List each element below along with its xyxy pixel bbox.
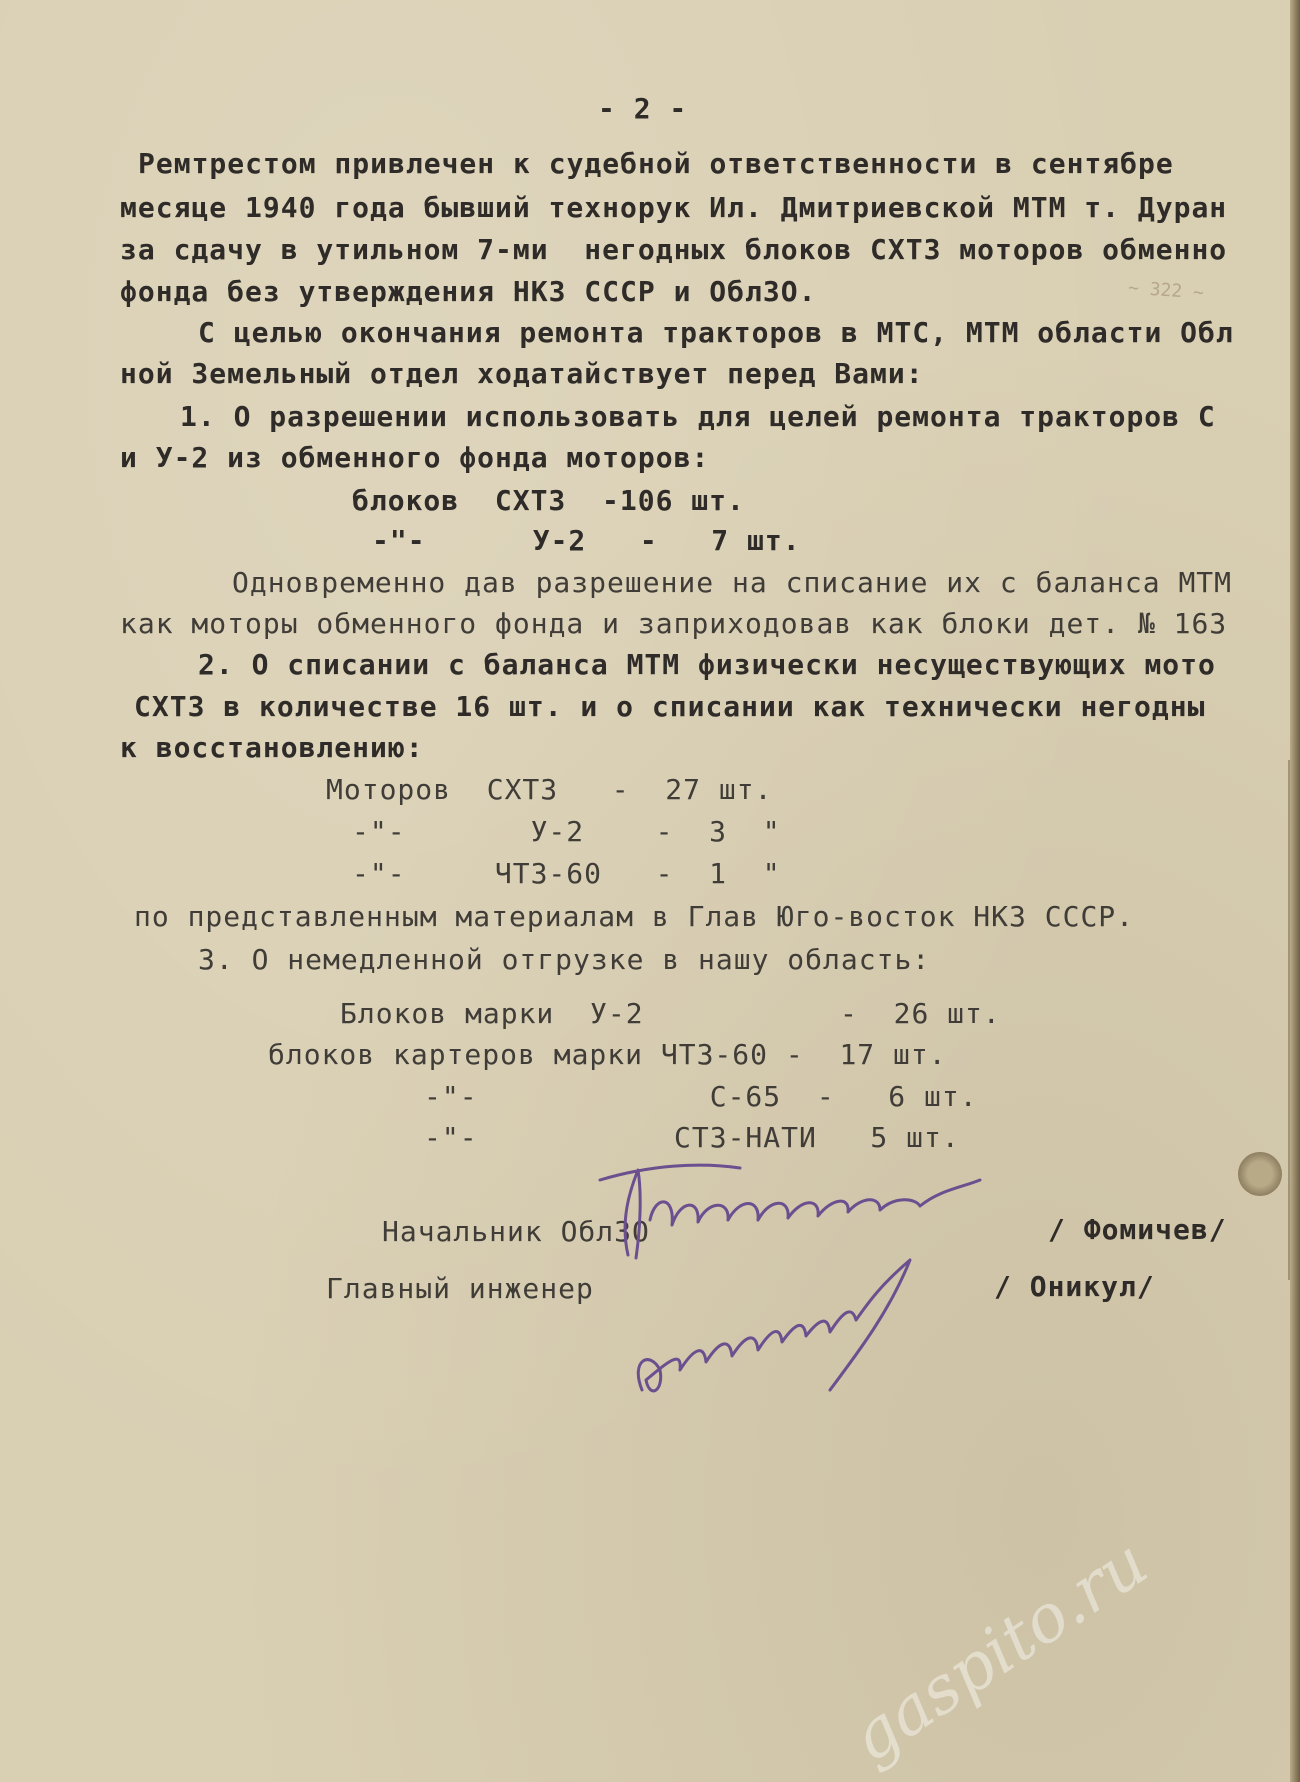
- text-line: ной Земельный отдел ходатайствует перед Вами:: [120, 357, 924, 390]
- text-line: по представленным материалам в Глав Юго-восток НКЗ СССР.: [134, 900, 1135, 933]
- watermark: gaspito.ru: [836, 1523, 1162, 1777]
- engineer-name: / Оникул/: [994, 1270, 1155, 1303]
- list-item: -"- У-2 - 7 шт.: [372, 524, 801, 557]
- text-line: как моторы обменного фонда и заприходовав как блоки дет. № 163: [120, 607, 1228, 640]
- binder-hole: [1238, 1152, 1282, 1196]
- list-item: -"- ЧТЗ-60 - 1 ": [352, 857, 781, 890]
- text-line: и У-2 из обменного фонда моторов:: [120, 441, 710, 474]
- side-mark: ~ 322 ~: [1127, 277, 1205, 304]
- engineer-signature: [620, 1240, 960, 1420]
- text-line: Одновременно дав разрешение на списание их с баланса МТМ: [232, 566, 1233, 599]
- text-line: Ремтрестом привлечен к судебной ответственности в сентябре: [138, 147, 1174, 180]
- list-item: Моторов СХТЗ - 27 шт.: [326, 773, 773, 806]
- list-item: Блоков марки У-2 - 26 шт.: [340, 997, 1001, 1030]
- list-item: блоков картеров марки ЧТЗ-60 - 17 шт.: [268, 1038, 947, 1071]
- list-item: -"- С-65 - 6 шт.: [424, 1080, 978, 1113]
- text-line: за сдачу в утильном 7-ми негодных блоков СХТЗ моторов обменно: [120, 233, 1228, 266]
- text-line: 2. О списании с баланса МТМ физически несуществующих мото: [198, 648, 1216, 681]
- text-line: месяце 1940 года бывший технорук Ил. Дмитриевской МТМ т. Дуран: [120, 191, 1228, 224]
- page-fold-line: [1288, 760, 1290, 1280]
- text-line: фонда без утверждения НКЗ СССР и ОблЗО.: [120, 275, 817, 308]
- text-line: СХТЗ в количестве 16 шт. и о списании как технически негодны: [134, 690, 1206, 723]
- head-title: Начальник ОблЗО: [382, 1215, 650, 1248]
- list-item: -"- СТЗ-НАТИ 5 шт.: [424, 1121, 960, 1154]
- text-line: 1. О разрешении использовать для целей ремонта тракторов С: [180, 400, 1216, 433]
- list-item: -"- У-2 - 3 ": [352, 815, 781, 848]
- page-number: - 2 -: [598, 92, 688, 125]
- list-item: блоков СХТЗ -106 шт.: [352, 484, 745, 517]
- text-line: С целью окончания ремонта тракторов в МТС, МТМ области Обл: [198, 316, 1234, 349]
- page-edge: [1290, 0, 1300, 1782]
- engineer-title: Главный инженер: [326, 1272, 594, 1305]
- text-line: к восстановлению:: [120, 731, 424, 764]
- head-name: / Фомичев/: [1048, 1213, 1227, 1246]
- text-line: 3. О немедленной отгрузке в нашу область:: [198, 943, 931, 976]
